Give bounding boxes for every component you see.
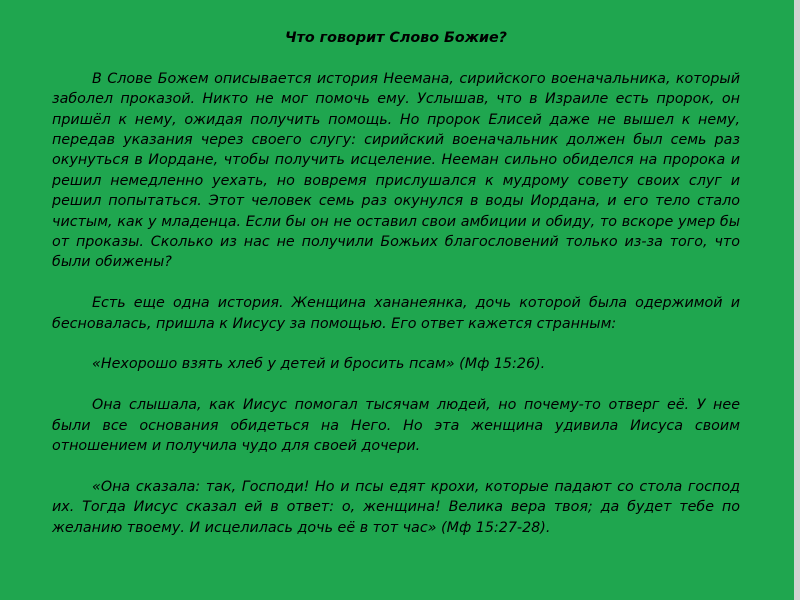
- slide-text-block: [52, 28, 740, 558]
- quote-matthew-15-27-28: «Она сказала: так, Господи! Но и псы едят крохи, которые падают со стола господ их. Тогда Иисус сказал ей в ответ: о, женщина! Велика вера твоя; да будет тебе по желанию твоему. И исцелилась дочь её в тот час» (Мф 15:27-28).: [52, 478, 740, 536]
- slide-title: Что говорит Слово Божие?: [285, 30, 507, 46]
- right-edge-bar: [794, 0, 800, 600]
- quote-matthew-15-26: «Нехорошо взять хлеб у детей и бросить псам» (Мф 15:26).: [92, 356, 546, 373]
- paragraph-naaman-story: В Слове Божем описывается история Неемана, сирийского военачальника, который заболел проказой. Никто не мог помочь ему. Услышав, что в Израиле есть пророк, он пришёл к нему, ожидая получить помощь. Но пророк Елисей даже не вышел к нему, передав указания через своего слугу: сирийский военачальник должен был семь раз окунуться в Иордане, чтобы получить исцеление. Нееман сильно обиделся на пророка и решил немедленно уехать, но вовремя прислушался к мудрому совету своих слуг и решил попытаться. Этот человек семь раз окунулся в воды Иордана, и его тело стало чистым, как у младенца. Если бы он не оставил свои амбиции и обиду, то вскоре умер бы от проказы. Сколько из нас не получили Божьих благословений только из-за того, что были обижены?: [52, 70, 740, 271]
- paragraph-canaanite-woman: Есть еще одна история. Женщина хананеянка, дочь которой была одержимой и бесновалась, пришла к Иисусу за помощью. Его ответ кажется странным:: [52, 295, 740, 332]
- paragraph-woman-response: Она слышала, как Иисус помогал тысячам людей, но почему-то отверг её. У нее были все основания обидеться на Него. Но эта женщина удивила Иисуса своим отношением и получила чудо для своей дочери.: [52, 397, 740, 455]
